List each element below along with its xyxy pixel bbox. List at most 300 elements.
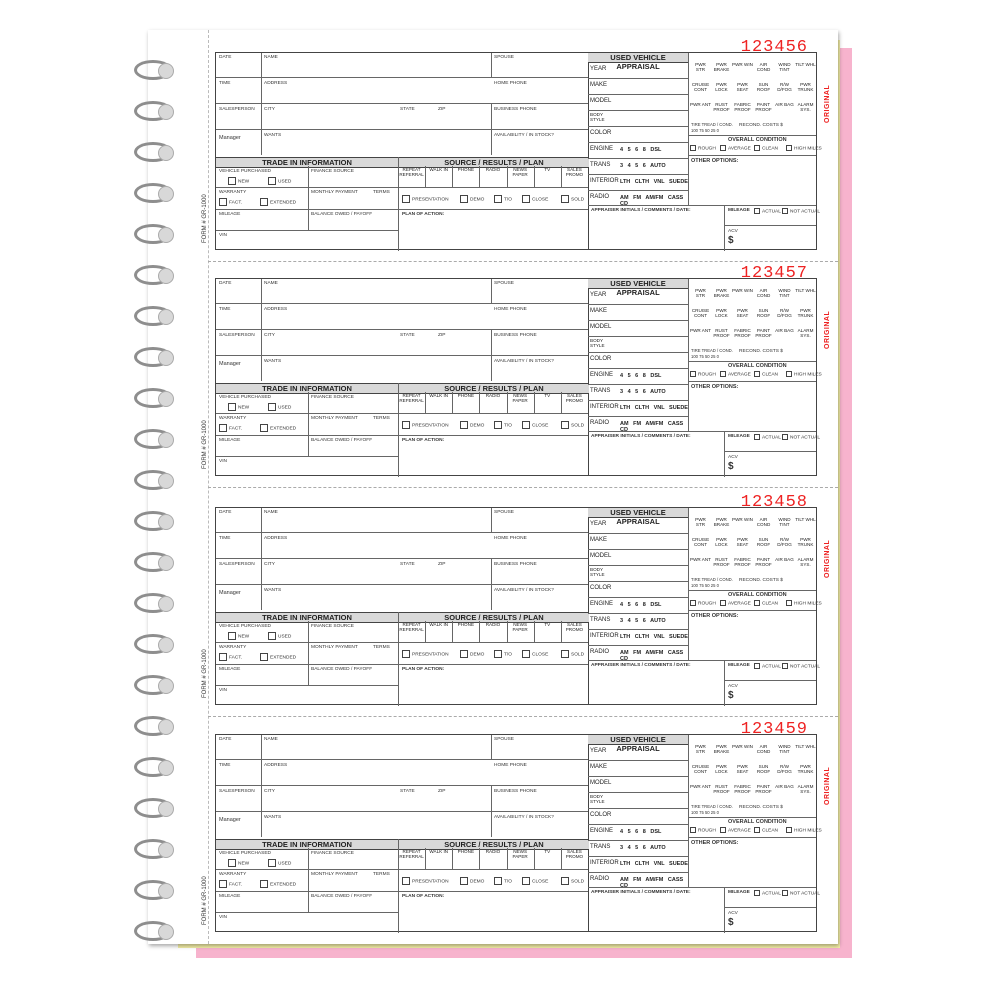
appraisal-header: USED VEHICLE APPRAISAL (588, 508, 688, 518)
wants-label: WANTS (264, 133, 282, 138)
appraisal-row[interactable]: INTERIOR LTH CLTH VNL SUEDE (588, 400, 688, 417)
source-option[interactable]: PHONE (457, 622, 475, 627)
not-actual-option[interactable]: NOT ACTUAL (782, 434, 820, 440)
vehicle-option[interactable]: PAINT PROOF (755, 784, 772, 794)
appraiser-comments-label: APPRAISER INITIALS / COMMENTS / DATE: (591, 434, 691, 439)
trade-in-header: TRADE IN INFORMATION (216, 157, 398, 168)
vehicle-option[interactable]: PWR TRUNK (797, 537, 814, 547)
condition-option[interactable]: AVERAGE (720, 827, 751, 833)
condition-option[interactable]: AVERAGE (720, 145, 751, 151)
source-option[interactable]: NEWS PAPER (512, 393, 528, 403)
result-option[interactable]: T/O (494, 877, 512, 885)
appraisal-row[interactable]: MAKE (588, 304, 688, 321)
source-option[interactable]: SALES PROMO (565, 167, 584, 177)
binding-ring (132, 552, 174, 574)
source-option[interactable]: TV (544, 167, 551, 172)
binding-ring (132, 880, 174, 902)
original-copy-label: ORIGINAL (824, 84, 831, 123)
vehicle-option[interactable]: CRUISE CONT (691, 82, 710, 92)
binding-ring (132, 921, 174, 943)
vehicle-option[interactable]: SUN ROOF (756, 82, 771, 92)
vehicle-option[interactable]: R/W D/FOG (777, 82, 792, 92)
vehicle-option[interactable]: PAINT PROOF (755, 328, 772, 338)
source-option[interactable]: SALES PROMO (565, 622, 584, 632)
not-actual-option[interactable]: NOT ACTUAL (782, 890, 820, 896)
vehicle-option[interactable]: WIND TINT (778, 517, 791, 527)
acv-dollar: $ (728, 461, 734, 472)
source-plan-header: SOURCE / RESULTS / PLAN (398, 612, 589, 623)
name-label: NAME (264, 737, 278, 742)
vehicle-option[interactable]: PWR LOCK (715, 537, 728, 547)
source-option[interactable]: WALK IN (429, 393, 449, 398)
appraisal-row[interactable]: TRANS 3 4 5 6 AUTO (588, 384, 688, 401)
result-option[interactable]: T/O (494, 195, 512, 203)
terms-label: TERMS (373, 416, 390, 421)
appraisal-header: USED VEHICLE APPRAISAL (588, 735, 688, 745)
not-actual-option[interactable]: NOT ACTUAL (782, 208, 820, 214)
salesperson-label: SALESPERSON (219, 562, 255, 567)
condition-option[interactable]: AVERAGE (720, 371, 751, 377)
vehicle-option[interactable]: FABRIC PROOF (734, 784, 751, 794)
new-option[interactable]: NEW (228, 177, 249, 185)
vin-label: VIN (219, 915, 227, 920)
form-number-label: FORM # GR-1000 (202, 876, 208, 925)
appraisal-row[interactable]: MODEL (588, 320, 688, 337)
source-option[interactable]: SALES PROMO (565, 393, 584, 403)
vehicle-option[interactable]: AIR COND (756, 288, 771, 298)
vehicle-option[interactable]: AIR BAG (775, 557, 794, 562)
binding-ring (132, 142, 174, 164)
source-option[interactable]: RADIO (485, 622, 501, 627)
monthly-payment-label: MONTHLY PAYMENT (311, 416, 358, 421)
vehicle-option[interactable]: ALARM SYS. (797, 102, 814, 112)
mileage-right-label: MILEAGE (728, 663, 750, 668)
vehicle-option[interactable]: PWR BRAKE (713, 62, 730, 72)
vehicle-option[interactable]: PWR STR (695, 288, 706, 298)
acv-label: ACV (728, 911, 738, 916)
vehicle-option[interactable]: TILT WHL (795, 517, 816, 522)
actual-option[interactable]: ACTUAL (754, 890, 781, 896)
appraisal-row[interactable]: INTERIOR LTH CLTH VNL SUEDE (588, 856, 688, 873)
monthly-payment-label: MONTHLY PAYMENT (311, 872, 358, 877)
source-option[interactable]: NEWS PAPER (512, 167, 528, 177)
source-option[interactable]: WALK IN (429, 849, 449, 854)
source-option[interactable]: REPEAT REFERRAL (399, 393, 424, 403)
customer-section (216, 53, 589, 249)
result-option[interactable]: DEMO (460, 421, 484, 429)
source-plan-header: SOURCE / RESULTS / PLAN (398, 383, 589, 394)
actual-option[interactable]: ACTUAL (754, 208, 781, 214)
vehicle-option[interactable]: PWR TRUNK (797, 82, 814, 92)
used-option[interactable]: USED (268, 632, 291, 640)
result-option[interactable]: DEMO (460, 195, 484, 203)
appraisal-row[interactable]: INTERIOR LTH CLTH VNL SUEDE (588, 174, 688, 191)
city-label: CITY (264, 333, 275, 338)
source-option[interactable]: REPEAT REFERRAL (399, 849, 424, 859)
appraisal-row[interactable]: BODY STYLE (588, 565, 688, 582)
source-option[interactable]: PHONE (457, 849, 475, 854)
appraisal-row[interactable]: YEAR (588, 62, 688, 79)
source-option[interactable]: NEWS PAPER (512, 622, 528, 632)
address-label: ADDRESS (264, 81, 288, 86)
vehicle-option[interactable]: FABRIC PROOF (734, 557, 751, 567)
home-phone-label: HOME PHONE (494, 763, 527, 768)
actual-option[interactable]: ACTUAL (754, 434, 781, 440)
new-option[interactable]: NEW (228, 632, 249, 640)
vehicle-option[interactable]: PWR STR (695, 62, 706, 72)
vehicle-option[interactable]: FABRIC PROOF (734, 328, 751, 338)
binding-ring (132, 388, 174, 410)
result-option[interactable]: SOLD (561, 421, 584, 429)
appraisal-row[interactable]: BODY STYLE (588, 110, 688, 127)
business-phone-label: BUSINESS PHONE (494, 333, 537, 338)
result-option[interactable]: PRESENTATION (402, 650, 449, 658)
home-phone-label: HOME PHONE (494, 536, 527, 541)
mileage-right-label: MILEAGE (728, 890, 750, 895)
dealer-worksheet-form (202, 38, 831, 250)
extended-option[interactable]: EXTENDED (260, 198, 296, 206)
spouse-label: SPOUSE (494, 55, 514, 60)
vehicle-option[interactable]: AIR COND (756, 744, 771, 754)
finance-source-label: FINANCE SOURCE (311, 169, 354, 174)
option-grid (690, 63, 816, 123)
appraisal-row[interactable]: BODY STYLE (588, 336, 688, 353)
result-option[interactable]: CLOSE (522, 195, 548, 203)
vehicle-option[interactable]: WIND TINT (778, 62, 791, 72)
extended-option[interactable]: EXTENDED (260, 653, 296, 661)
terms-label: TERMS (373, 190, 390, 195)
vehicle-option[interactable]: PWR TRUNK (797, 308, 814, 318)
source-option[interactable]: RADIO (485, 849, 501, 854)
vehicle-option[interactable]: R/W D/FOG (777, 537, 792, 547)
appraiser-comments-label: APPRAISER INITIALS / COMMENTS / DATE: (591, 663, 691, 668)
tire-values: 100 75 50 25 0 (691, 583, 719, 588)
binding-ring (132, 60, 174, 82)
source-option[interactable]: WALK IN (429, 167, 449, 172)
mileage-right-label: MILEAGE (728, 434, 750, 439)
state-label: STATE (400, 333, 415, 338)
appraisal-row[interactable]: YEAR (588, 517, 688, 534)
fact-option[interactable]: FACT. (219, 424, 242, 432)
fact-option[interactable]: FACT. (219, 880, 242, 888)
appraisal-row[interactable]: ENGINE 4 5 6 8 DSL (588, 142, 688, 159)
fact-option[interactable]: FACT. (219, 653, 242, 661)
tire-tread-label: TIRE TREAD / COND. (691, 348, 733, 353)
business-phone-label: BUSINESS PHONE (494, 562, 537, 567)
vehicle-option[interactable]: PWR SEAT (736, 764, 749, 774)
vehicle-option[interactable]: PWR SEAT (736, 537, 749, 547)
condition-checkboxes (690, 144, 822, 154)
source-option[interactable]: PHONE (457, 167, 475, 172)
acv-dollar: $ (728, 690, 734, 701)
vehicle-option[interactable]: PWR ANT (690, 557, 711, 562)
appraisal-rows (588, 62, 688, 222)
vehicle-option[interactable]: ALARM SYS. (797, 784, 814, 794)
vehicle-option[interactable]: R/W D/FOG (777, 308, 792, 318)
source-option[interactable]: REPEAT REFERRAL (399, 167, 424, 177)
vehicle-option[interactable]: PWR LOCK (715, 308, 728, 318)
appraisal-row[interactable]: TRANS 3 4 5 6 AUTO (588, 158, 688, 175)
tire-values: 100 75 50 25 0 (691, 354, 719, 359)
condition-option[interactable]: CLEAN (754, 827, 778, 833)
result-option[interactable]: PRESENTATION (402, 421, 449, 429)
result-option[interactable]: DEMO (460, 650, 484, 658)
source-plan-header: SOURCE / RESULTS / PLAN (398, 157, 589, 168)
acv-label: ACV (728, 455, 738, 460)
vehicle-purchased-label: VEHICLE PURCHASED (219, 169, 271, 174)
source-option[interactable]: TV (544, 622, 551, 627)
appraisal-row[interactable]: ENGINE 4 5 6 8 DSL (588, 824, 688, 841)
vehicle-option[interactable]: RUST PROOF (713, 557, 730, 567)
vehicle-option[interactable]: CRUISE CONT (691, 308, 710, 318)
binding-ring (132, 757, 174, 779)
appraisal-row[interactable]: YEAR (588, 744, 688, 761)
result-option[interactable]: SOLD (561, 650, 584, 658)
source-option[interactable]: WALK IN (429, 622, 449, 627)
appraisal-row[interactable]: YEAR (588, 288, 688, 305)
appraisal-row[interactable]: TRANS 3 4 5 6 AUTO (588, 840, 688, 857)
vehicle-option[interactable]: WIND TINT (778, 288, 791, 298)
extended-option[interactable]: EXTENDED (260, 880, 296, 888)
wants-label: WANTS (264, 588, 282, 593)
monthly-payment-label: MONTHLY PAYMENT (311, 645, 358, 650)
binding-ring (132, 101, 174, 123)
new-option[interactable]: NEW (228, 403, 249, 411)
result-option[interactable]: PRESENTATION (402, 877, 449, 885)
form-serial-number: 123456 (740, 38, 808, 57)
result-option[interactable]: T/O (494, 421, 512, 429)
salesperson-label: SALESPERSON (219, 789, 255, 794)
vehicle-option[interactable]: PWR BRAKE (713, 517, 730, 527)
vehicle-option[interactable]: PWR SEAT (736, 82, 749, 92)
vehicle-option[interactable]: AIR COND (756, 62, 771, 72)
appraisal-row[interactable]: TRANS 3 4 5 6 AUTO (588, 613, 688, 630)
appraisal-header: USED VEHICLE APPRAISAL (588, 53, 688, 63)
appraisal-section (588, 279, 822, 475)
appraisal-row[interactable]: MAKE (588, 78, 688, 95)
appraisal-row[interactable]: COLOR (588, 352, 688, 369)
result-option[interactable]: T/O (494, 650, 512, 658)
terms-label: TERMS (373, 872, 390, 877)
vehicle-option[interactable]: TILT WHL (795, 62, 816, 67)
condition-option[interactable]: AVERAGE (720, 600, 751, 606)
vehicle-option[interactable]: TILT WHL (795, 744, 816, 749)
vehicle-option[interactable]: RUST PROOF (713, 784, 730, 794)
vehicle-option[interactable]: AIR BAG (775, 328, 794, 333)
date-label: DATE (219, 55, 232, 60)
appraisal-row[interactable]: INTERIOR LTH CLTH VNL SUEDE (588, 629, 688, 646)
vehicle-option[interactable]: PWR LOCK (715, 764, 728, 774)
vehicle-option[interactable]: PWR LOCK (715, 82, 728, 92)
binding-ring (132, 224, 174, 246)
vehicle-option[interactable]: CRUISE CONT (691, 537, 710, 547)
balance-owed-label: BALANCE OWED / PAYOFF (311, 212, 373, 217)
appraisal-row[interactable]: MODEL (588, 776, 688, 793)
appraisal-row[interactable]: RADIO AM FM AM/FM CASS CD (590, 194, 684, 207)
vehicle-option[interactable]: RUST PROOF (713, 328, 730, 338)
actual-option[interactable]: ACTUAL (754, 663, 781, 669)
used-option[interactable]: USED (268, 403, 291, 411)
vehicle-option[interactable]: AIR BAG (775, 102, 794, 107)
appraisal-header: USED VEHICLE APPRAISAL (588, 279, 688, 289)
vehicle-option[interactable]: WIND TINT (778, 744, 791, 754)
finance-source-label: FINANCE SOURCE (311, 851, 354, 856)
tear-line (208, 716, 838, 717)
name-label: NAME (264, 281, 278, 286)
source-option[interactable]: SALES PROMO (565, 849, 584, 859)
appraisal-row[interactable]: ENGINE 4 5 6 8 DSL (588, 368, 688, 385)
business-phone-label: BUSINESS PHONE (494, 789, 537, 794)
condition-option[interactable]: CLEAN (754, 371, 778, 377)
mileage-right-label: MILEAGE (728, 208, 750, 213)
address-label: ADDRESS (264, 536, 288, 541)
vehicle-option[interactable]: PWR ANT (690, 784, 711, 789)
vehicle-purchased-label: VEHICLE PURCHASED (219, 851, 271, 856)
manager-label: Manager (219, 135, 241, 141)
vehicle-option[interactable]: SUN ROOF (756, 537, 771, 547)
appraisal-row[interactable]: MAKE (588, 760, 688, 777)
acv-label: ACV (728, 229, 738, 234)
appraisal-row[interactable]: MODEL (588, 94, 688, 111)
appraisal-row[interactable]: COLOR (588, 808, 688, 825)
recond-costs-label: RECOND. COSTS $ (739, 805, 783, 810)
vehicle-option[interactable]: PWR BRAKE (713, 744, 730, 754)
condition-option[interactable]: HIGH MILES (786, 145, 822, 151)
condition-option[interactable]: ROUGH (690, 145, 716, 151)
appraisal-section (588, 53, 822, 249)
appraisal-row[interactable]: MAKE (588, 533, 688, 550)
condition-option[interactable]: CLEAN (754, 145, 778, 151)
appraisal-row[interactable]: RADIO AM FM AM/FM CASS CD (590, 876, 684, 889)
appraisal-row[interactable]: COLOR (588, 581, 688, 598)
vehicle-option[interactable]: PWR WIN (732, 62, 753, 67)
plan-of-action-label: PLAN OF ACTION: (402, 212, 445, 217)
condition-option[interactable]: HIGH MILES (786, 827, 822, 833)
dealer-worksheet-form (202, 264, 831, 476)
vehicle-option[interactable]: PWR STR (695, 517, 706, 527)
vehicle-option[interactable]: PWR WIN (732, 744, 753, 749)
extended-option[interactable]: EXTENDED (260, 424, 296, 432)
appraisal-row[interactable]: RADIO AM FM AM/FM CASS CD (590, 649, 684, 662)
wants-label: WANTS (264, 359, 282, 364)
result-option[interactable]: PRESENTATION (402, 195, 449, 203)
used-option[interactable]: USED (268, 177, 291, 185)
condition-option[interactable]: ROUGH (690, 600, 716, 606)
used-option[interactable]: USED (268, 859, 291, 867)
fact-option[interactable]: FACT. (219, 198, 242, 206)
vehicle-option[interactable]: ALARM SYS. (797, 328, 814, 338)
result-option[interactable]: DEMO (460, 877, 484, 885)
result-option[interactable]: CLOSE (522, 421, 548, 429)
state-label: STATE (400, 789, 415, 794)
vehicle-option[interactable]: SUN ROOF (756, 308, 771, 318)
source-option[interactable]: RADIO (485, 393, 501, 398)
vehicle-option[interactable]: AIR BAG (775, 784, 794, 789)
appraisal-row[interactable]: COLOR (588, 126, 688, 143)
plan-of-action-label: PLAN OF ACTION: (402, 667, 445, 672)
appraisal-row[interactable]: RADIO AM FM AM/FM CASS CD (590, 420, 684, 433)
result-option[interactable]: CLOSE (522, 650, 548, 658)
city-label: CITY (264, 789, 275, 794)
mileage-label: MILEAGE (219, 667, 241, 672)
appraisal-row[interactable]: MODEL (588, 549, 688, 566)
tire-tread-label: TIRE TREAD / COND. (691, 577, 733, 582)
condition-option[interactable]: HIGH MILES (786, 371, 822, 377)
zip-label: ZIP (438, 107, 446, 112)
condition-option[interactable]: CLEAN (754, 600, 778, 606)
tear-line (208, 261, 838, 262)
source-option[interactable]: PHONE (457, 393, 475, 398)
vehicle-option[interactable]: PWR SEAT (736, 308, 749, 318)
source-option[interactable]: NEWS PAPER (512, 849, 528, 859)
not-actual-option[interactable]: NOT ACTUAL (782, 663, 820, 669)
source-option[interactable]: RADIO (485, 167, 501, 172)
balance-owed-label: BALANCE OWED / PAYOFF (311, 438, 373, 443)
tire-values: 100 75 50 25 0 (691, 810, 719, 815)
tire-tread-label: TIRE TREAD / COND. (691, 122, 733, 127)
result-option[interactable]: SOLD (561, 877, 584, 885)
vehicle-option[interactable]: PWR WIN (732, 517, 753, 522)
condition-option[interactable]: ROUGH (690, 371, 716, 377)
home-phone-label: HOME PHONE (494, 81, 527, 86)
vehicle-option[interactable]: CRUISE CONT (691, 764, 710, 774)
vehicle-option[interactable]: PAINT PROOF (755, 102, 772, 112)
appraisal-row[interactable]: BODY STYLE (588, 792, 688, 809)
vehicle-option[interactable]: PWR ANT (690, 102, 711, 107)
source-option[interactable]: TV (544, 849, 551, 854)
source-option[interactable]: REPEAT REFERRAL (399, 622, 424, 632)
other-options-label: OTHER OPTIONS: (691, 384, 739, 390)
original-copy-label: ORIGINAL (824, 766, 831, 805)
appraiser-comments-label: APPRAISER INITIALS / COMMENTS / DATE: (591, 208, 691, 213)
form-number-label: FORM # GR-1000 (202, 420, 208, 469)
vehicle-option[interactable]: ALARM SYS. (797, 557, 814, 567)
date-label: DATE (219, 510, 232, 515)
vehicle-option[interactable]: PWR TRUNK (797, 764, 814, 774)
result-option[interactable]: SOLD (561, 195, 584, 203)
binding-ring (132, 634, 174, 656)
vehicle-option[interactable]: PWR STR (695, 744, 706, 754)
vin-label: VIN (219, 459, 227, 464)
binding-ring (132, 675, 174, 697)
condition-option[interactable]: ROUGH (690, 827, 716, 833)
vehicle-option[interactable]: SUN ROOF (756, 764, 771, 774)
appraisal-section (588, 508, 822, 704)
customer-section (216, 735, 589, 931)
availability-label: AVAILABILITY / IN STOCK? (494, 133, 554, 138)
appraisal-row[interactable]: ENGINE 4 5 6 8 DSL (588, 597, 688, 614)
condition-option[interactable]: HIGH MILES (786, 600, 822, 606)
time-label: TIME (219, 81, 231, 86)
availability-label: AVAILABILITY / IN STOCK? (494, 815, 554, 820)
vehicle-option[interactable]: PWR ANT (690, 328, 711, 333)
vehicle-option[interactable]: R/W D/FOG (777, 764, 792, 774)
vehicle-option[interactable]: PWR BRAKE (713, 288, 730, 298)
vin-label: VIN (219, 688, 227, 693)
vehicle-option[interactable]: AIR COND (756, 517, 771, 527)
vehicle-option[interactable]: FABRIC PROOF (734, 102, 751, 112)
vehicle-option[interactable]: PAINT PROOF (755, 557, 772, 567)
result-option[interactable]: CLOSE (522, 877, 548, 885)
vehicle-option[interactable]: RUST PROOF (713, 102, 730, 112)
name-label: NAME (264, 55, 278, 60)
vehicle-option[interactable]: PWR WIN (732, 288, 753, 293)
address-label: ADDRESS (264, 307, 288, 312)
source-option[interactable]: TV (544, 393, 551, 398)
vehicle-option[interactable]: TILT WHL (795, 288, 816, 293)
new-option[interactable]: NEW (228, 859, 249, 867)
option-grid (690, 745, 816, 805)
